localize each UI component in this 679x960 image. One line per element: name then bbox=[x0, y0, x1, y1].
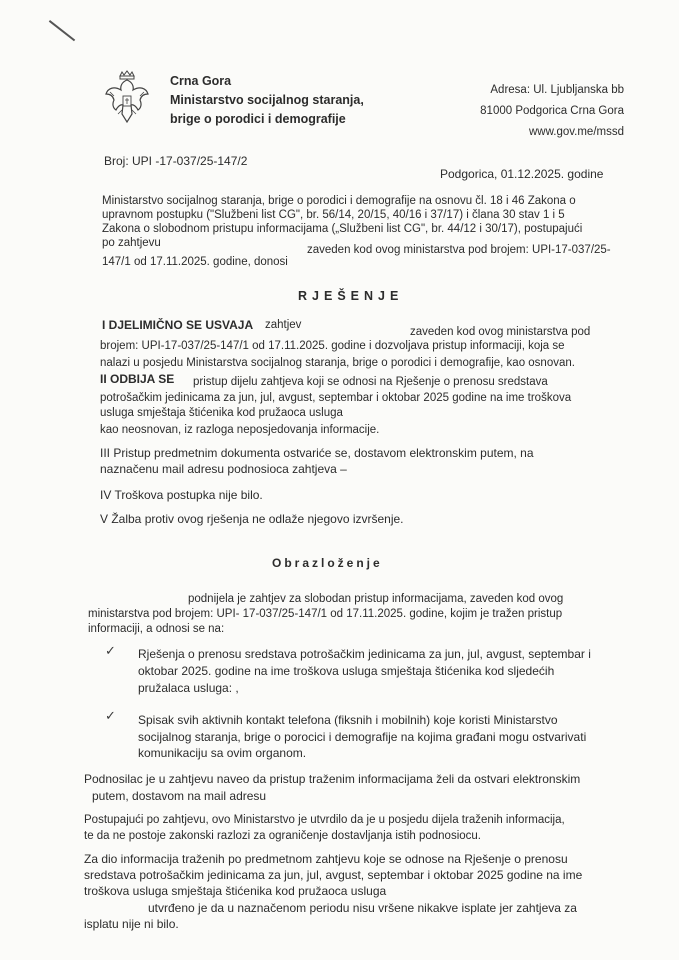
org-name-country: Crna Gora bbox=[170, 74, 232, 88]
intro-line: upravnom postupku ("Službeni list CG", br. 56/14, 20/15, 40/16 i 37/17) i člana 30 stav 1 i 5 bbox=[102, 209, 565, 221]
decision-v-text: V Žalba protiv ovog rješenja ne odlaže njegovo izvršenje. bbox=[100, 512, 404, 526]
reasoning-p4: utvrđeno je da u naznačenom periodu nisu vršene nikakve isplate jer zahtjeva za bbox=[148, 901, 577, 915]
document-number: Broj: UPI -17-037/25-147/2 bbox=[104, 154, 248, 168]
decision-ii-text: potrošačkim jedinicama za jun, jul, avgust, septembar i oktobar 2025 godine na ime troškova bbox=[100, 392, 572, 404]
decision-i-text: zaveden kod ovog ministarstva pod bbox=[410, 326, 591, 338]
decision-iv-text: IV Troškova postupka nije bilo. bbox=[100, 488, 263, 502]
reasoning-p2: putem, dostavom na mail adresu bbox=[92, 789, 267, 803]
reasoning-title: Obrazloženje bbox=[272, 556, 383, 570]
decision-ii-text: kao neosnovan, iz razloga neposjedovanja informacije. bbox=[100, 424, 380, 436]
decision-ii-text: usluga smještaja štićenika kod pružaoca usluga bbox=[100, 407, 343, 419]
bullet-item-text: Spisak svih aktivnih kontakt telefona (fiksnih i mobilnih) koje koristi Ministarstvo bbox=[138, 713, 558, 727]
bullet-item-text: pružalaca usluga: , bbox=[138, 681, 239, 695]
bullet-item-text: oktobar 2025. godine na ime troškova usluga smještaja štićenika kod sljedećih bbox=[138, 664, 555, 678]
decision-iii-text: naznačenu mail adresu podnosioca zahtjeva – bbox=[100, 462, 347, 476]
reasoning-p4: troškova usluga smještaja štićenika kod pružaoca usluga bbox=[84, 884, 387, 898]
reasoning-p3: te da ne postoje zakonski razlozi za ograničenje dostavljanja istih podnosiocu. bbox=[84, 830, 481, 842]
org-name-ministry-cont: brige o porodici i demografije bbox=[170, 112, 346, 126]
intro-line: Zakona o slobodnom pristupu informacijama („Službeni list CG", br. 44/12 i 30/17), postupajući bbox=[102, 223, 583, 235]
decision-title: RJEŠENJE bbox=[298, 289, 404, 303]
reasoning-p2: Podnosilac je u zahtjevu naveo da pristup traženim informacijama želi da ostvari elektronskim bbox=[84, 772, 581, 786]
intro-line: po zahtjevu bbox=[102, 237, 161, 249]
reasoning-p1: ministarstva pod brojem: UPI- 17-037/25-147/1 od 17.11.2025. godine, kojim je tražen pristup bbox=[88, 608, 563, 620]
decision-i-text: brojem: UPI-17-037/25-147/1 od 17.11.2025. godine i dozvoljava pristup informaciji, koja se bbox=[100, 340, 565, 352]
checkmark-icon: ✓ bbox=[105, 643, 116, 658]
reasoning-p4: Za dio informacija traženih po predmetnom zahtjevu koje se odnose na Rješenje o prenosu bbox=[84, 852, 568, 866]
document-date: Podgorica, 01.12.2025. godine bbox=[440, 167, 604, 181]
decision-iii-text: III Pristup predmetnim dokumenta ostvariće se, dostavom elektronskim putem, na bbox=[100, 446, 534, 460]
address-street: Adresa: Ul. Ljubljanska bb bbox=[490, 84, 624, 96]
address-website: www.gov.me/mssd bbox=[528, 126, 624, 138]
intro-line: zaveden kod ovog ministarstva pod brojem: UPI-17-037/25- bbox=[307, 244, 611, 256]
intro-line: 147/1 od 17.11.2025. godine, donosi bbox=[102, 256, 288, 268]
bullet-item-text: komunikaciju sa ovim organom. bbox=[138, 746, 307, 760]
checkmark-icon: ✓ bbox=[105, 708, 116, 723]
reasoning-p1: informaciji, a odnosi se na: bbox=[88, 623, 225, 635]
org-name-ministry: Ministarstvo socijalnog staranja, bbox=[170, 93, 364, 107]
decision-i-text: nalazi u posjedu Ministarstva socijalnog staranja, brige o porodici i demografije, kao osnovan. bbox=[100, 357, 575, 369]
decision-ii-text: pristup dijelu zahtjeva koji se odnosi na Rješenje o prenosu sredstava bbox=[193, 376, 548, 388]
intro-line: Ministarstvo socijalnog staranja, brige o porodici i demografije na osnovu čl. 18 i 46 Zakona o bbox=[102, 195, 576, 207]
reasoning-p1: podnijela je zahtjev za slobodan pristup informacijama, zaveden kod ovog bbox=[188, 593, 564, 605]
montenegro-coat-of-arms-icon bbox=[104, 70, 150, 124]
decision-i-text: zahtjev bbox=[265, 319, 302, 331]
scan-pen-mark bbox=[49, 20, 75, 41]
decision-ii-heading: II ODBIJA SE bbox=[100, 372, 175, 386]
reasoning-p4: isplatu nije ni bilo. bbox=[84, 917, 179, 931]
reasoning-p3: Postupajući po zahtjevu, ovo Ministarstvo je utvrdilo da je u posjedu dijela traženih informacija, bbox=[84, 814, 565, 826]
decision-i-heading: I DJELIMIČNO SE USVAJA bbox=[102, 318, 254, 332]
reasoning-p4: sredstava potrošačkim jedinicama za jun, jul, avgust, septembar i oktobar 2025 godine na ime bbox=[84, 868, 583, 882]
address-city: 81000 Podgorica Crna Gora bbox=[480, 105, 624, 117]
bullet-item-text: socijalnog staranja, brige o porocici i demografije na kojima građani mogu ostvarivati bbox=[138, 730, 587, 744]
bullet-item-text: Rješenja o prenosu sredstava potrošačkim jedinicama za jun, jul, avgust, septembar i bbox=[138, 647, 591, 661]
